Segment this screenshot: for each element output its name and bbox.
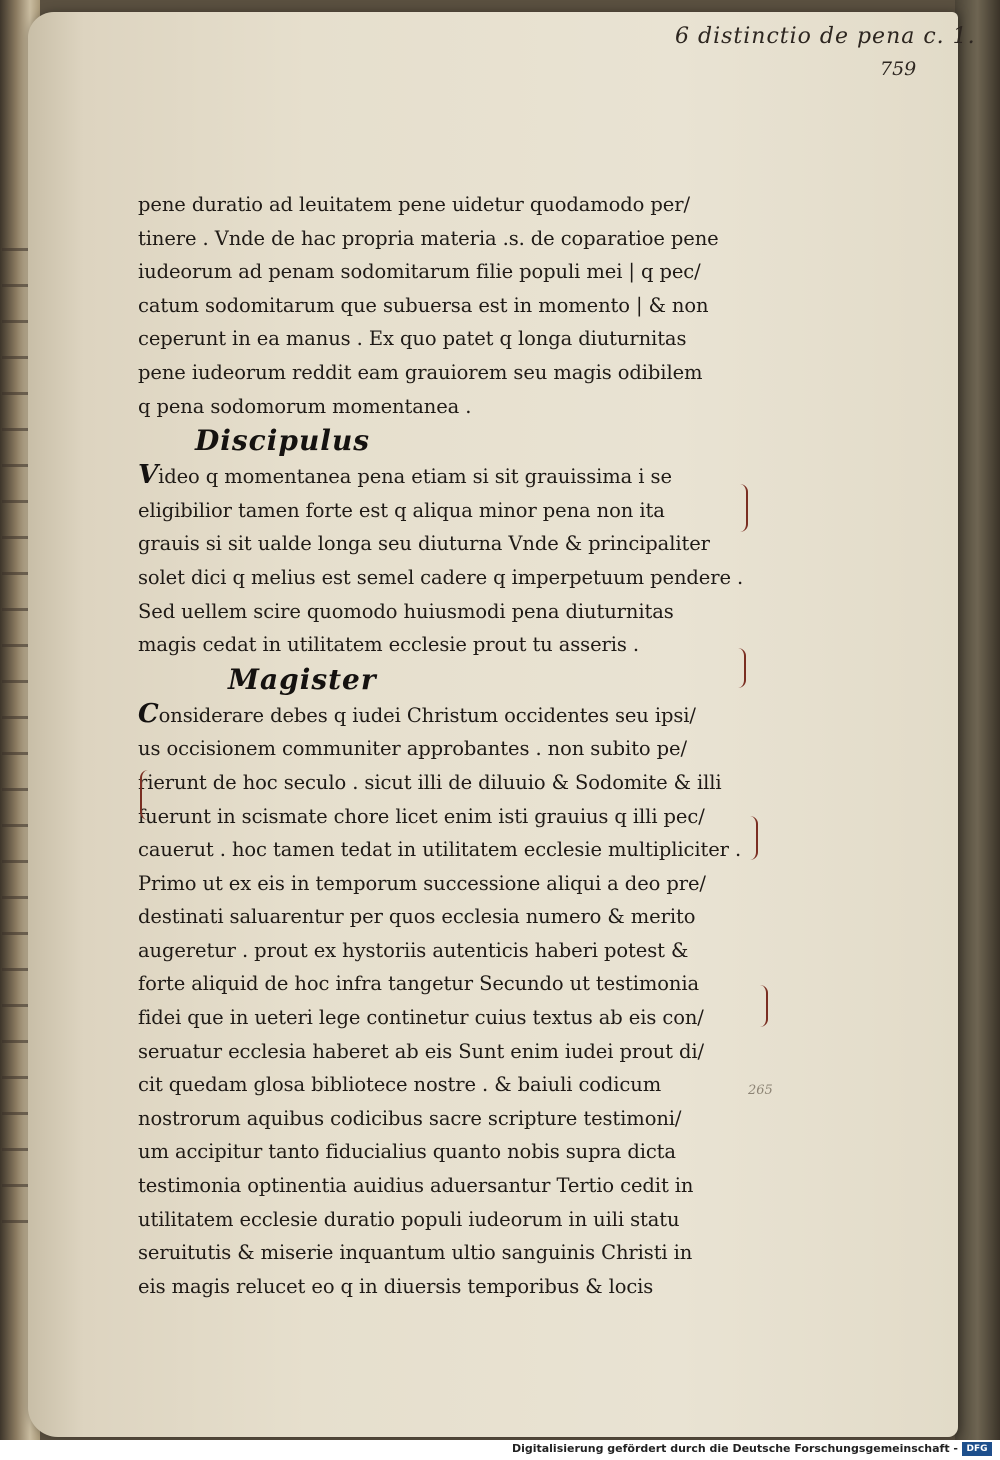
text-line: cit quedam glosa bibliotece nostre . & baiuli codicum [138, 1073, 662, 1097]
text-line: fuerunt in scismate chore licet enim isti grauius q illi pec/ [138, 804, 705, 828]
margin-bracket-mark [734, 648, 746, 688]
text-line: nostrorum aquibus codicibus sacre scripture testimoni/ [138, 1106, 682, 1130]
text-line: ceperunt in ea manus . Ex quo patet q longa diuturnitas [138, 327, 687, 351]
text-line: pene duratio ad leuitatem pene uidetur quodamodo per/ [138, 193, 690, 216]
folio-number: 759 [880, 58, 917, 80]
initial-letter: C [138, 698, 159, 729]
text-line: seruatur ecclesia haberet ab eis Sunt enim iudei prout di/ [138, 1039, 705, 1063]
text-line: catum sodomitarum que subuersa est in momento | & non [138, 293, 709, 317]
text-line: iudeorum ad penam sodomitarum filie populi mei | q pec/ [138, 260, 701, 284]
heading-magister: Magister [228, 662, 377, 696]
text-line: utilitatem ecclesie duratio populi iudeorum in uili statu [138, 1207, 680, 1231]
text-block [138, 188, 744, 1303]
text-line: eligibilior tamen forte est q aliqua minor pena non ita [138, 498, 665, 522]
text-line: augeretur . prout ex hystoriis autenticis haberi potest & [138, 938, 689, 962]
paragraph-2 [138, 459, 744, 662]
text-line [138, 459, 738, 494]
handwritten-annotation: 6 distinctio de pena c. 1. [675, 24, 976, 49]
text-line: q pena sodomorum momentanea . [138, 394, 472, 418]
text-line: Sed uellem scire quomodo huiusmodi pena diuturnitas [138, 599, 674, 623]
text-line: us occisionem communiter approbantes . non subito pe/ [138, 737, 687, 761]
text-line [138, 698, 738, 733]
right-page-edge [955, 0, 1000, 1440]
text-line: grauis si sit ualde longa seu diuturna Vnde & principaliter [138, 532, 710, 556]
text-line: um accipitur tanto fiducialius quanto nobis supra dicta [138, 1140, 676, 1164]
text-line: forte aliquid de hoc infra tangetur Secundo ut testimonia [138, 972, 700, 996]
text-line: tinere . Vnde de hac propria materia .s. de coparatioe pene [138, 226, 719, 250]
dfg-logo: DFG [962, 1442, 992, 1456]
text-line: magis cedat in utilitatem ecclesie prout tu asseris . [138, 633, 639, 657]
text-line: rierunt de hoc seculo . sicut illi de diluuio & Sodomite & illi [138, 770, 722, 794]
heading-discipulus: Discipulus [195, 424, 371, 458]
paragraph-3 [138, 698, 742, 1304]
text-line: testimonia optinentia auidius aduersantur Tertio cedit in [138, 1174, 694, 1198]
text-line: seruitutis & miserie inquantum ultio sanguinis Christi in [138, 1241, 693, 1265]
paragraph-1 [138, 188, 738, 423]
margin-bracket-mark [746, 816, 758, 860]
footer-credit: Digitalisierung gefördert durch die Deutsche Forschungsgemeinschaft - [511, 1442, 958, 1455]
text-line-body: ideo q momentanea pena etiam si sit grauissima i se [158, 465, 672, 489]
text-line: fidei que in ueteri lege continetur cuius textus ab eis con/ [138, 1006, 704, 1030]
margin-bracket-mark [140, 770, 152, 820]
text-line: eis magis relucet eo q in diuersis temporibus & locis [138, 1274, 654, 1298]
text-line: cauerut . hoc tamen tedat in utilitatem ecclesie multipliciter . [138, 838, 742, 862]
page-number: 265 [748, 1083, 773, 1098]
text-line: solet dici q melius est semel cadere q imperpetuum pendere . [138, 565, 744, 589]
text-line: pene iudeorum reddit eam grauiorem seu magis odibilem [138, 360, 703, 384]
text-line-body: onsiderare debes q iudei Christum occidentes seu ipsi/ [158, 703, 696, 727]
text-line: Primo ut ex eis in temporum successione aliqui a deo pre/ [138, 871, 706, 895]
margin-bracket-mark [756, 985, 768, 1027]
footer-bar [0, 1440, 1000, 1460]
margin-bracket-mark [736, 484, 748, 532]
initial-letter: V [138, 460, 159, 491]
text-line: destinati saluarentur per quos ecclesia numero & merito [138, 905, 696, 929]
